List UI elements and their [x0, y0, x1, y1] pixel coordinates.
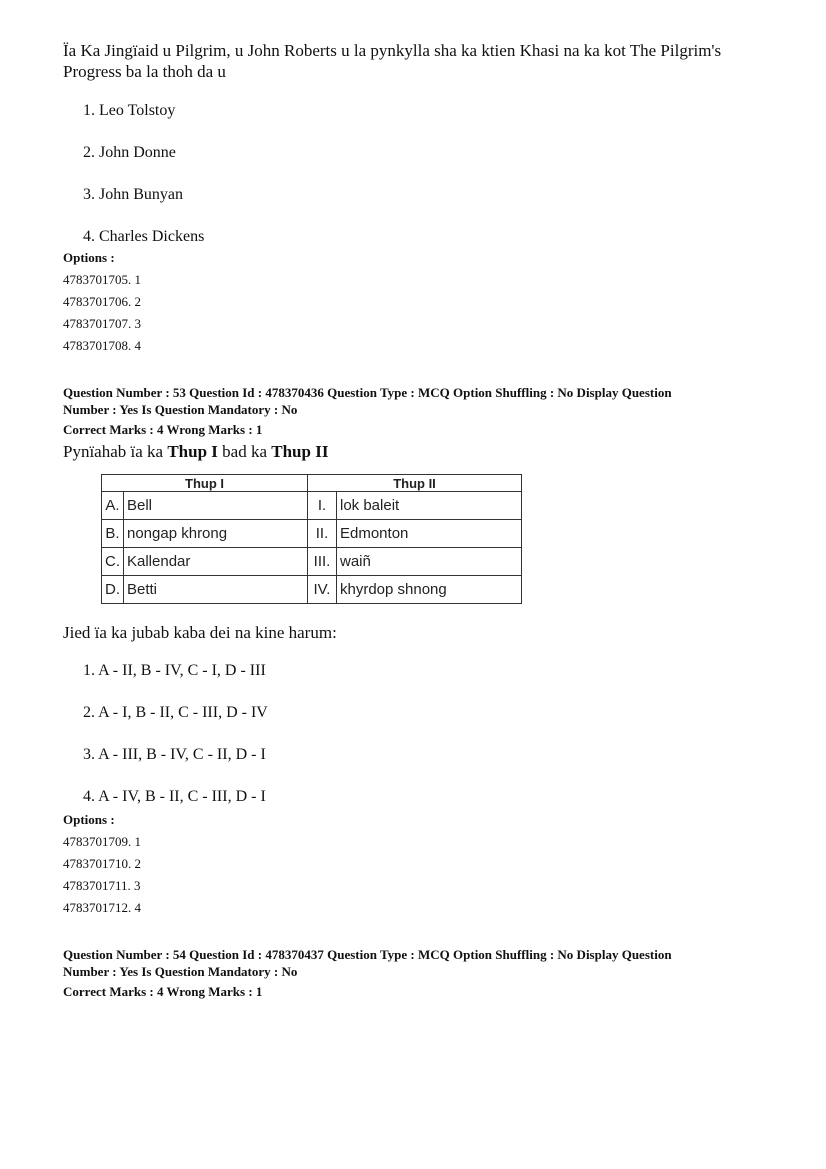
row-label-left: A.	[102, 492, 124, 520]
q53-choice-3: 3. A - III, B - IV, C - II, D - I	[83, 746, 266, 763]
q53-instruction: Jied ïa ka jubab kaba dei na kine harum:	[63, 623, 337, 642]
q53-option-2: 4783701710. 2	[63, 856, 141, 871]
row-value-right: Edmonton	[337, 520, 522, 548]
row-label-right: II.	[308, 520, 337, 548]
row-value-left: nongap khrong	[124, 520, 308, 548]
q53-choice-1: 1. A - II, B - IV, C - I, D - III	[83, 662, 266, 679]
row-value-right: khyrdop shnong	[337, 576, 522, 604]
q52-text-line2: Progress ba la thoh da u	[63, 62, 226, 81]
row-label-left: D.	[102, 576, 124, 604]
q53-prompt-bold2: Thup II	[271, 442, 329, 461]
q54-meta-line1: Question Number : 54 Question Id : 478370437 Question Type : MCQ Option Shuffling : No Display Question	[63, 947, 672, 962]
row-value-left: Kallendar	[124, 548, 308, 576]
row-label-left: B.	[102, 520, 124, 548]
q54-marks: Correct Marks : 4 Wrong Marks : 1	[63, 984, 263, 999]
row-value-left: Bell	[124, 492, 308, 520]
q53-marks: Correct Marks : 4 Wrong Marks : 1	[63, 422, 263, 437]
q53-choice-4: 4. A - IV, B - II, C - III, D - I	[83, 788, 266, 805]
q52-options-label: Options :	[63, 250, 115, 265]
q52-choice-3: 3. John Bunyan	[83, 186, 183, 203]
match-table-header	[102, 475, 522, 492]
table-row	[102, 548, 522, 576]
header-thup-i: Thup I	[102, 475, 308, 492]
q52-choice-2: 2. John Donne	[83, 144, 176, 161]
q53-option-4: 4783701712. 4	[63, 900, 141, 915]
row-value-left: Betti	[124, 576, 308, 604]
q53-prompt	[63, 441, 328, 462]
q53-option-3: 4783701711. 3	[63, 878, 141, 893]
q52-option-2: 4783701706. 2	[63, 294, 141, 309]
q53-meta-line1: Question Number : 53 Question Id : 478370436 Question Type : MCQ Option Shuffling : No Display Question	[63, 385, 672, 400]
q53-prompt-mid: bad ka	[217, 442, 272, 461]
header-thup-ii: Thup II	[308, 475, 522, 492]
row-value-right: waiñ	[337, 548, 522, 576]
q53-options-label: Options :	[63, 812, 115, 827]
q52-option-3: 4783701707. 3	[63, 316, 141, 331]
q52-option-4: 4783701708. 4	[63, 338, 141, 353]
row-label-left: C.	[102, 548, 124, 576]
q52-option-1: 4783701705. 1	[63, 272, 141, 287]
row-label-right: III.	[308, 548, 337, 576]
q52-choice-1: 1. Leo Tolstoy	[83, 102, 176, 119]
q53-choice-2: 2. A - I, B - II, C - III, D - IV	[83, 704, 268, 721]
q53-prompt-prefix: Pynïahab ïa ka	[63, 442, 168, 461]
q53-option-1: 4783701709. 1	[63, 834, 141, 849]
table-row	[102, 492, 522, 520]
table-row	[102, 520, 522, 548]
q53-prompt-bold1: Thup I	[167, 442, 218, 461]
q52-text-line1: Ïa Ka Jingïaid u Pilgrim, u John Roberts u la pynkylla sha ka ktien Khasi na ka kot The Pilgrim's	[63, 41, 722, 60]
table-row	[102, 576, 522, 604]
q52-choice-4: 4. Charles Dickens	[83, 228, 205, 245]
q54-meta-line2: Number : Yes Is Question Mandatory : No	[63, 964, 298, 979]
row-label-right: I.	[308, 492, 337, 520]
q53-meta-line2: Number : Yes Is Question Mandatory : No	[63, 402, 298, 417]
row-value-right: lok baleit	[337, 492, 522, 520]
match-table	[101, 474, 522, 604]
row-label-right: IV.	[308, 576, 337, 604]
